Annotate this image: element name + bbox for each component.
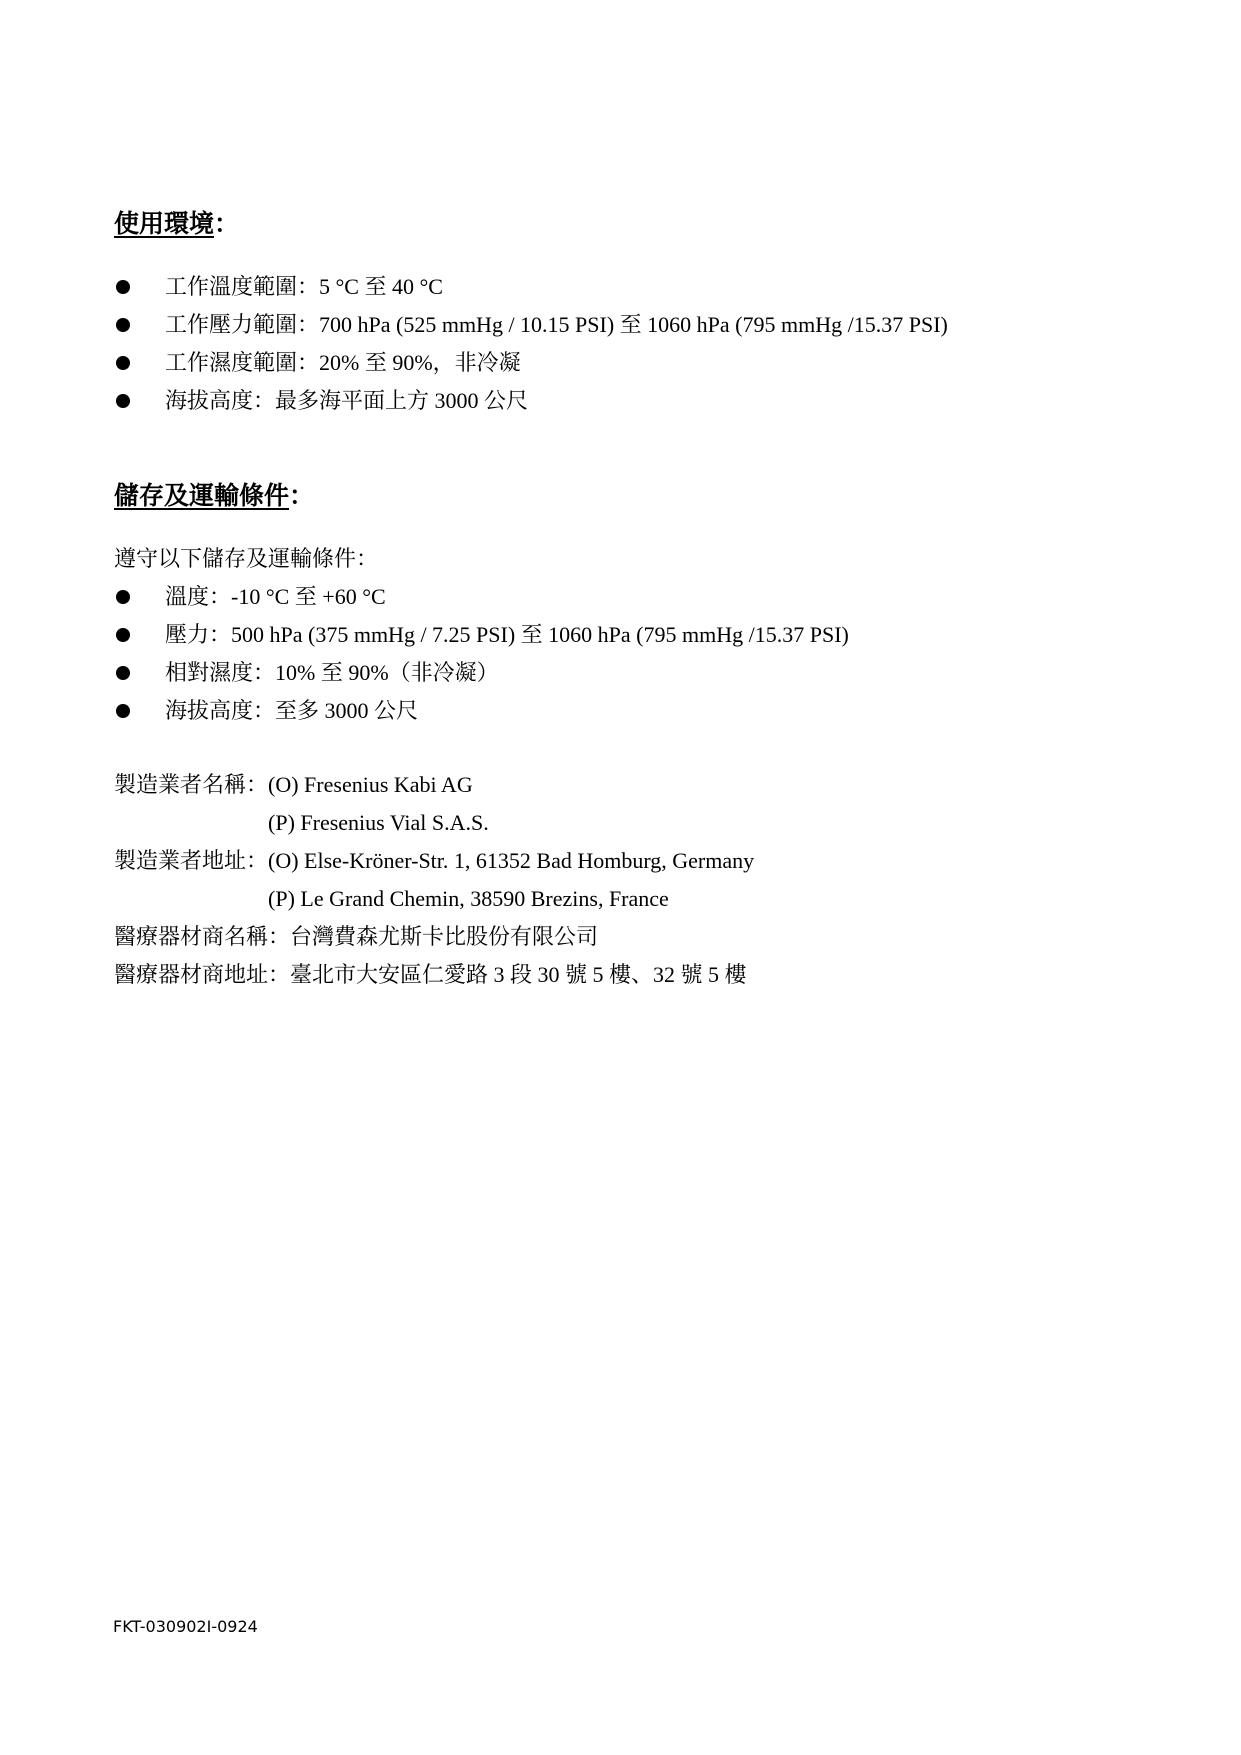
list-item-text: 海拔高度：最多海平面上方 3000 公尺 [165,388,529,413]
list-item-text: 工作壓力範圍：700 hPa (525 mmHg / 10.15 PSI) 至 1060 hPa (795 mmHg /15.37 PSI) [165,312,948,337]
list-item-text: 工作溫度範圍：5 °C 至 40 °C [165,274,443,299]
storage-intro: 遵守以下儲存及運輸條件： [114,546,379,571]
list-item-text: 壓力：500 hPa (375 mmHg / 7.25 PSI) 至 1060 hPa (795 mmHg /15.37 PSI) [165,622,849,647]
bullet-icon [116,666,130,680]
list-item [114,268,1124,306]
manufacturer-name-label: 製造業者名稱： [114,772,269,797]
list-item-text: 相對濕度：10% 至 90%（非冷凝） [165,660,499,685]
list-item [114,306,1124,344]
storage-title: 儲存及運輸條件 [114,481,290,510]
manufacturer-address: (P) Le Grand Chemin, 38590 Brezins, France [268,886,669,911]
list-item [114,616,1124,654]
bullet-icon [116,356,130,370]
manufacturer-names [268,766,489,842]
distributor-name: 醫療器材商名稱：台灣費森尤斯卡比股份有限公司 [114,924,599,949]
bullet-icon [116,394,130,408]
list-item [114,382,1124,420]
storage-heading [114,476,1124,516]
list-item-text: 工作濕度範圍：20% 至 90%，非冷凝 [165,350,521,375]
list-item [114,344,1124,382]
manufacturer-addresses [268,842,754,918]
document-body [114,204,1124,994]
bullet-icon [116,280,130,294]
manufacturer-address-label: 製造業者地址： [114,848,269,873]
environment-title: 使用環境 [114,209,215,238]
manufacturer-name-row [114,766,1124,842]
list-item-text: 溫度：-10 °C 至 +60 °C [165,584,386,609]
manufacturer-name: (P) Fresenius Vial S.A.S. [268,810,489,835]
storage-list [114,578,1124,730]
list-item-text: 海拔高度：至多 3000 公尺 [165,698,419,723]
environment-heading [114,204,1124,244]
manufacturer-address: (O) Else-Kröner-Str. 1, 61352 Bad Homburg, Germany [268,848,755,873]
document-code: FKT-030902I-0924 [113,1617,258,1636]
environment-title-colon: ： [214,209,240,238]
manufacturer-name: (O) Fresenius Kabi AG [268,772,473,797]
list-item [114,578,1124,616]
storage-title-colon: ： [289,481,315,510]
manufacturer-address-row [114,842,1124,918]
list-item [114,692,1124,730]
bullet-icon [116,318,130,332]
bullet-icon [116,628,130,642]
bullet-icon [116,704,130,718]
environment-list [114,268,1124,420]
distributor-address: 醫療器材商地址：臺北市大安區仁愛路 3 段 30 號 5 樓、32 號 5 樓 [114,962,747,987]
list-item [114,654,1124,692]
bullet-icon [116,590,130,604]
